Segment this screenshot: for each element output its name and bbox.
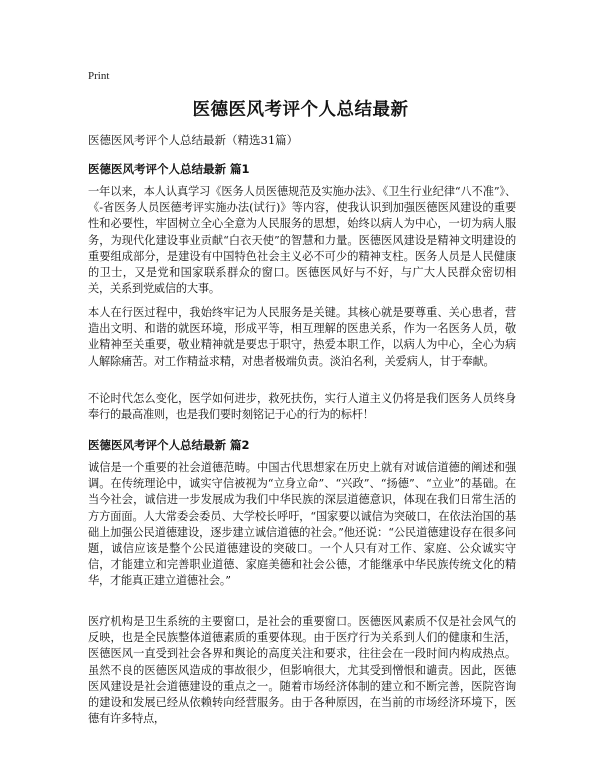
section-2-paragraph-1: 诚信是一个重要的社会道德范畴。中国古代思想家在历史上就有对诚信道德的阐述和强调。在传统理论中，诚实守信被视为“立身立命”、“兴政”、“扬德”、“立业”的基础。在当今社会，诚信进一步发展成为我们中华民族的深层道德意识，体现在我们日常生活的方方面面。人大常委会委员、大学校长呼吁，“国家要以诚信为突破口，在依法治国的基础上加强公民道德建设，逐步建立诚信道德的社会。”他还说：“公民道德建设存在很多问题，诚信应该是整个公民道德建设的突破口。一个人只有对工作、家庭、公众诚实守信，才能建立和完善职业道德、家庭美德和社会公德，才能继承中华民族传统文化的精华，才能真正建立道德社会。” <box>88 461 516 588</box>
page-title: 医德医风考评个人总结最新 <box>192 100 409 120</box>
section-1-paragraph-2: 本人在行医过程中，我始终牢记为人民服务是关键。其核心就是要尊重、关心患者，营造出文明、和谐的就医环境，形成平等，相互理解的医患关系，作为一名医务人员，敬业精神至关重要，敬业精神就是要忠于职守，热爱本职工作，以病人为中心，全心为病人解除痛苦。对工作精益求精，对患者极端负责。淡泊名利，关爱病人，甘于奉献。 <box>88 306 516 368</box>
section-heading-2: 医德医风考评个人总结最新 篇2 <box>88 438 250 452</box>
print-link[interactable]: Print <box>88 70 110 82</box>
section-1-paragraph-1: 一年以来，本人认真学习《医务人员医德规范及实施办法》、《卫生行业纪律“八不准”》、《-省医务人员医德考评实施办法(试行)》等内容，使我认识到加强医德医风建设的重要性和必要性，牢固树立全心全意为人民服务的思想，始终以病人为中心，一切为病人服务，为现代化建设事业贡献“白衣天使”的智慧和力量。医德医风建设是精神文明建设的重要组成部分，是建设有中国特色社会主义必不可少的精神支柱。医务人员是人民健康的卫士，又是党和国家联系群众的窗口。医德医风好与不好，与广大人民群众密切相关，关系到党威信的大事。 <box>88 185 516 296</box>
document-subtitle: 医德医风考评个人总结最新（精选31篇） <box>88 133 299 147</box>
section-heading-1: 医德医风考评个人总结最新 篇1 <box>88 162 250 176</box>
section-1-paragraph-3: 不论时代怎么变化，医学如何进步，救死扶伤，实行人道主义仍将是我们医务人员终身奉行的最高准则，也是我们要时刻铭记于心的行为的标杆！ <box>88 392 516 422</box>
section-2-paragraph-2: 医疗机构是卫生系统的主要窗口，是社会的重要窗口。医德医风素质不仅是社会风气的反映，也是全民族整体道德素质的重要体现。由于医疗行为关系到人们的健康和生活，医德医风一直受到社会各界和舆论的高度关注和要求，往往会在一段时间内构成热点。虽然不良的医德医风造成的事故很少，但影响很大，尤其受到憎恨和谴责。因此，医德医风建设是社会道德建设的重点之一。随着市场经济体制的建立和不断完善，医院咨询的建设和发展已经从依赖转向经营服务。由于各种原因，在当前的市场经济环境下，医德有许多特点， <box>88 615 516 726</box>
